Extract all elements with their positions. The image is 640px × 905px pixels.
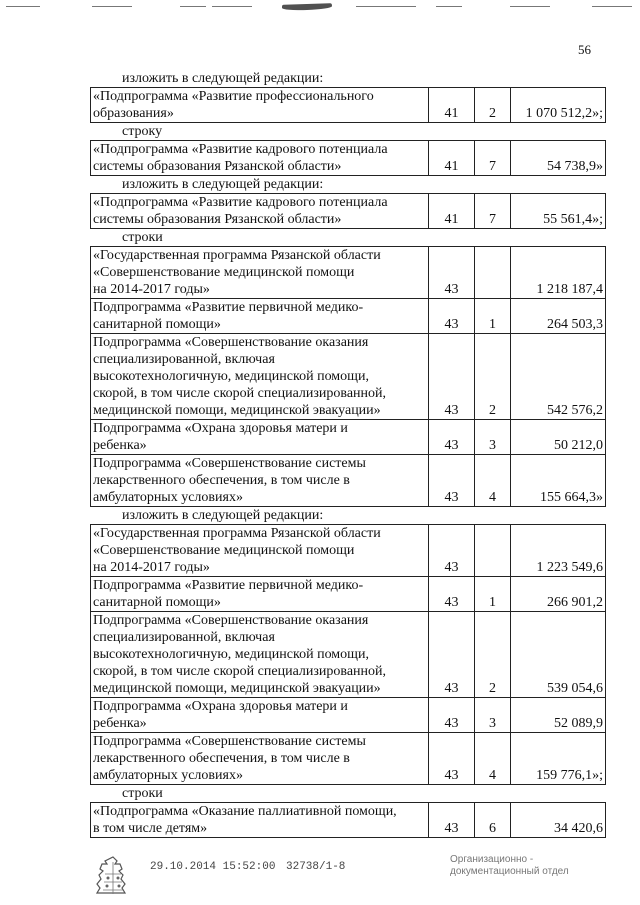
amendment-instruction: строку xyxy=(122,124,163,139)
program-name-line: специализированной, включая xyxy=(93,630,275,645)
table-row xyxy=(91,194,606,229)
program-name-line: Подпрограмма «Развитие первичной медико- xyxy=(93,300,364,315)
subcode-cell: 4 xyxy=(475,455,511,507)
budget-table xyxy=(90,140,606,176)
program-name-line: ребенка» xyxy=(93,438,147,453)
program-name-line: системы образования Рязанской области» xyxy=(93,212,342,227)
amount-cell: 52 089,9 xyxy=(511,698,606,733)
footer-org-line: документационный отдел xyxy=(450,866,569,877)
table-row xyxy=(91,88,606,123)
coat-of-arms-icon xyxy=(96,854,130,898)
subcode-cell: 2 xyxy=(475,88,511,123)
amendment-instruction: строки xyxy=(122,230,163,245)
budget-table xyxy=(90,246,606,507)
amount-cell: 34 420,6 xyxy=(511,803,606,838)
amount-cell: 542 576,2 xyxy=(511,334,606,420)
program-name-line: медицинской помощи, медицинской эвакуации» xyxy=(93,403,381,418)
footer-datetime: 29.10.2014 15:52:00 xyxy=(150,861,276,873)
table-row xyxy=(91,455,606,507)
program-name-line: «Подпрограмма «Оказание паллиативной помощи, xyxy=(93,804,397,819)
subcode-cell: 2 xyxy=(475,612,511,698)
subcode-cell: 7 xyxy=(475,194,511,229)
program-name-line: «Подпрограмма «Развитие кадрового потенциала xyxy=(93,142,388,157)
program-name-cell xyxy=(91,334,429,420)
program-name-line: скорой, в том числе скорой специализированной, xyxy=(93,664,387,679)
table-row xyxy=(91,577,606,612)
program-name-line: системы образования Рязанской области» xyxy=(93,159,342,174)
subcode-cell: 1 xyxy=(475,577,511,612)
code-cell: 43 xyxy=(429,420,475,455)
program-name-line: высокотехнологичную, медицинской помощи, xyxy=(93,647,369,662)
program-name-cell xyxy=(91,247,429,299)
subcode-cell: 3 xyxy=(475,698,511,733)
program-name-cell xyxy=(91,141,429,176)
subcode-cell: 2 xyxy=(475,334,511,420)
document-footer xyxy=(0,848,640,905)
code-cell: 43 xyxy=(429,577,475,612)
program-name-line: скорой, в том числе скорой специализированной, xyxy=(93,386,387,401)
program-name-line: Подпрограмма «Развитие первичной медико- xyxy=(93,578,364,593)
budget-table xyxy=(90,524,606,785)
code-cell: 43 xyxy=(429,334,475,420)
program-name-line: лекарственного обеспечения, в том числе в xyxy=(93,473,350,488)
footer-org-line: Организационно - xyxy=(450,854,534,865)
subcode-cell: 6 xyxy=(475,803,511,838)
subcode-cell xyxy=(475,247,511,299)
amount-cell: 155 664,3» xyxy=(511,455,606,507)
table-row xyxy=(91,803,606,838)
program-name-cell xyxy=(91,420,429,455)
scan-top-edge xyxy=(0,0,640,14)
amendment-instruction: изложить в следующей редакции: xyxy=(122,177,324,192)
budget-table xyxy=(90,193,606,229)
amount-cell: 539 054,6 xyxy=(511,612,606,698)
budget-table xyxy=(90,87,606,123)
program-name-cell xyxy=(91,803,429,838)
program-name-line: «Подпрограмма «Развитие профессионального xyxy=(93,89,374,104)
program-name-line: Подпрограмма «Охрана здоровья матери и xyxy=(93,421,348,436)
program-name-line: Подпрограмма «Совершенствование системы xyxy=(93,456,366,471)
code-cell: 41 xyxy=(429,194,475,229)
program-name-line: специализированной, включая xyxy=(93,352,275,367)
program-name-line: санитарной помощи» xyxy=(93,595,221,610)
amount-cell: 159 776,1»; xyxy=(511,733,606,785)
program-name-cell xyxy=(91,455,429,507)
subcode-cell xyxy=(475,525,511,577)
program-name-line: «Совершенствование медицинской помощи xyxy=(93,543,355,558)
amount-cell: 55 561,4»; xyxy=(511,194,606,229)
program-name-cell xyxy=(91,88,429,123)
program-name-line: ребенка» xyxy=(93,716,147,731)
subcode-cell: 4 xyxy=(475,733,511,785)
code-cell: 43 xyxy=(429,612,475,698)
program-name-line: Подпрограмма «Совершенствование оказания xyxy=(93,613,369,628)
amendment-instruction: строки xyxy=(122,786,163,801)
code-cell: 43 xyxy=(429,733,475,785)
program-name-line: санитарной помощи» xyxy=(93,317,221,332)
subcode-cell: 3 xyxy=(475,420,511,455)
program-name-line: лекарственного обеспечения, в том числе в xyxy=(93,751,350,766)
footer-doc-code: 32738/1-8 xyxy=(286,861,346,873)
program-name-cell xyxy=(91,733,429,785)
program-name-line: Подпрограмма «Совершенствование оказания xyxy=(93,335,369,350)
amount-cell: 266 901,2 xyxy=(511,577,606,612)
program-name-line: Подпрограмма «Охрана здоровья матери и xyxy=(93,699,348,714)
table-row xyxy=(91,525,606,577)
code-cell: 43 xyxy=(429,803,475,838)
amount-cell: 1 070 512,2»; xyxy=(511,88,606,123)
budget-table xyxy=(90,802,606,838)
program-name-line: высокотехнологичную, медицинской помощи, xyxy=(93,369,369,384)
table-row xyxy=(91,733,606,785)
program-name-line: «Государственная программа Рязанской области xyxy=(93,248,381,263)
code-cell: 43 xyxy=(429,698,475,733)
table-row xyxy=(91,247,606,299)
subcode-cell: 1 xyxy=(475,299,511,334)
program-name-line: амбулаторных условиях» xyxy=(93,768,243,783)
amount-cell: 1 223 549,6 xyxy=(511,525,606,577)
program-name-line: медицинской помощи, медицинской эвакуации» xyxy=(93,681,381,696)
program-name-cell xyxy=(91,698,429,733)
code-cell: 43 xyxy=(429,525,475,577)
program-name-cell xyxy=(91,612,429,698)
program-name-cell xyxy=(91,577,429,612)
page-number: 56 xyxy=(578,42,591,57)
program-name-line: Подпрограмма «Совершенствование системы xyxy=(93,734,366,749)
footer-org-stamp xyxy=(450,854,569,878)
document-body xyxy=(90,70,605,838)
table-row xyxy=(91,141,606,176)
amount-cell: 1 218 187,4 xyxy=(511,247,606,299)
program-name-line: «Государственная программа Рязанской области xyxy=(93,526,381,541)
amendment-instruction: изложить в следующей редакции: xyxy=(122,508,324,523)
table-row xyxy=(91,334,606,420)
code-cell: 41 xyxy=(429,141,475,176)
program-name-line: на 2014-2017 годы» xyxy=(93,560,210,575)
program-name-cell xyxy=(91,299,429,334)
amount-cell: 264 503,3 xyxy=(511,299,606,334)
program-name-cell xyxy=(91,525,429,577)
table-row xyxy=(91,612,606,698)
code-cell: 43 xyxy=(429,455,475,507)
program-name-line: на 2014-2017 годы» xyxy=(93,282,210,297)
table-row xyxy=(91,420,606,455)
program-name-line: в том числе детям» xyxy=(93,821,208,836)
amendment-instruction: изложить в следующей редакции: xyxy=(122,71,324,86)
table-row xyxy=(91,299,606,334)
table-row xyxy=(91,698,606,733)
code-cell: 43 xyxy=(429,247,475,299)
subcode-cell: 7 xyxy=(475,141,511,176)
program-name-cell xyxy=(91,194,429,229)
program-name-line: «Подпрограмма «Развитие кадрового потенциала xyxy=(93,195,388,210)
amount-cell: 54 738,9» xyxy=(511,141,606,176)
program-name-line: амбулаторных условиях» xyxy=(93,490,243,505)
program-name-line: образования» xyxy=(93,106,174,121)
code-cell: 41 xyxy=(429,88,475,123)
amount-cell: 50 212,0 xyxy=(511,420,606,455)
code-cell: 43 xyxy=(429,299,475,334)
program-name-line: «Совершенствование медицинской помощи xyxy=(93,265,355,280)
